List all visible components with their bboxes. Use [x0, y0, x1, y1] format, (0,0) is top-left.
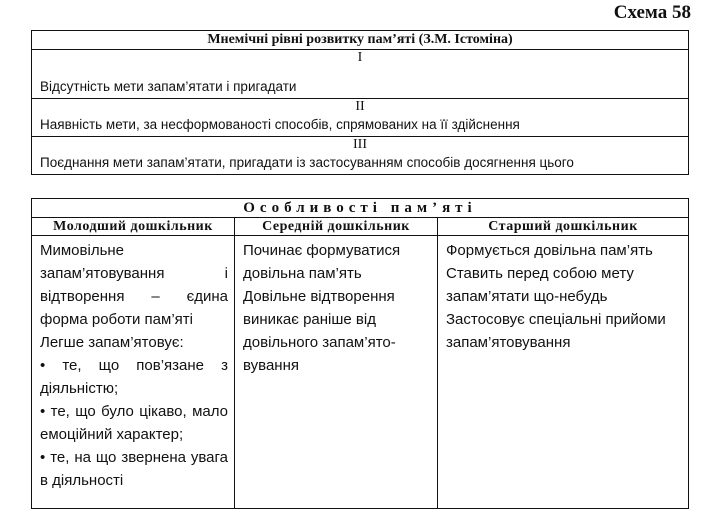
- junior-para-1: Мимовільне запам’ятовування і відтворення – єдина форма роботи пам’яті: [40, 242, 228, 328]
- column-header-middle: Середній дошкільник: [235, 218, 438, 236]
- memory-features-table: [31, 198, 689, 509]
- column-header-junior: Молодший дошкільник: [32, 218, 235, 236]
- junior-bullet-1: • те, що пов’язане з діяльністю;: [40, 354, 228, 400]
- level-text-1: Відсутність мети запам’ятати і пригадати: [32, 66, 689, 99]
- column-header-senior: Старший дошкільник: [438, 218, 689, 236]
- level-numeral-3: III: [32, 137, 689, 154]
- levels-table-title: Мнемічні рівні розвитку пам’яті (З.М. Істоміна): [32, 31, 689, 50]
- middle-line-1: Починає формуватися довільна пам’ять: [243, 242, 401, 282]
- level-text-2: Наявність мети, за несформованості способів, спрямованих на її здійснення: [32, 115, 689, 137]
- junior-para-2: Легше запам’ятовує:: [40, 334, 184, 351]
- level-numeral-1: I: [32, 50, 689, 67]
- senior-line-1: Формується довільна пам’ять: [446, 242, 653, 259]
- scheme-label: Схема 58: [613, 2, 691, 23]
- level-text-3: Поєднання мети запам’ятати, пригадати із застосуванням способів досягнення цього: [32, 153, 689, 175]
- senior-line-3: Застосовує спеціальні прийоми запам’ятовування: [446, 311, 666, 351]
- junior-bullet-2: • те, що було цікаво, мало емоційний характер;: [40, 400, 228, 446]
- features-table-title: Особливості пам’яті: [32, 199, 689, 218]
- middle-line-2: Довільне відтворення виникає раніше від довільного запам’ято-вування: [243, 288, 396, 374]
- senior-line-2: Ставить перед собою мету запам’ятати що-небудь: [446, 265, 634, 305]
- junior-cell: [32, 236, 235, 509]
- memory-levels-table: [31, 30, 689, 175]
- level-numeral-2: II: [32, 99, 689, 116]
- middle-cell: [235, 236, 438, 509]
- junior-bullet-3: • те, на що звернена увага в діяльності: [40, 446, 228, 492]
- senior-cell: [438, 236, 689, 509]
